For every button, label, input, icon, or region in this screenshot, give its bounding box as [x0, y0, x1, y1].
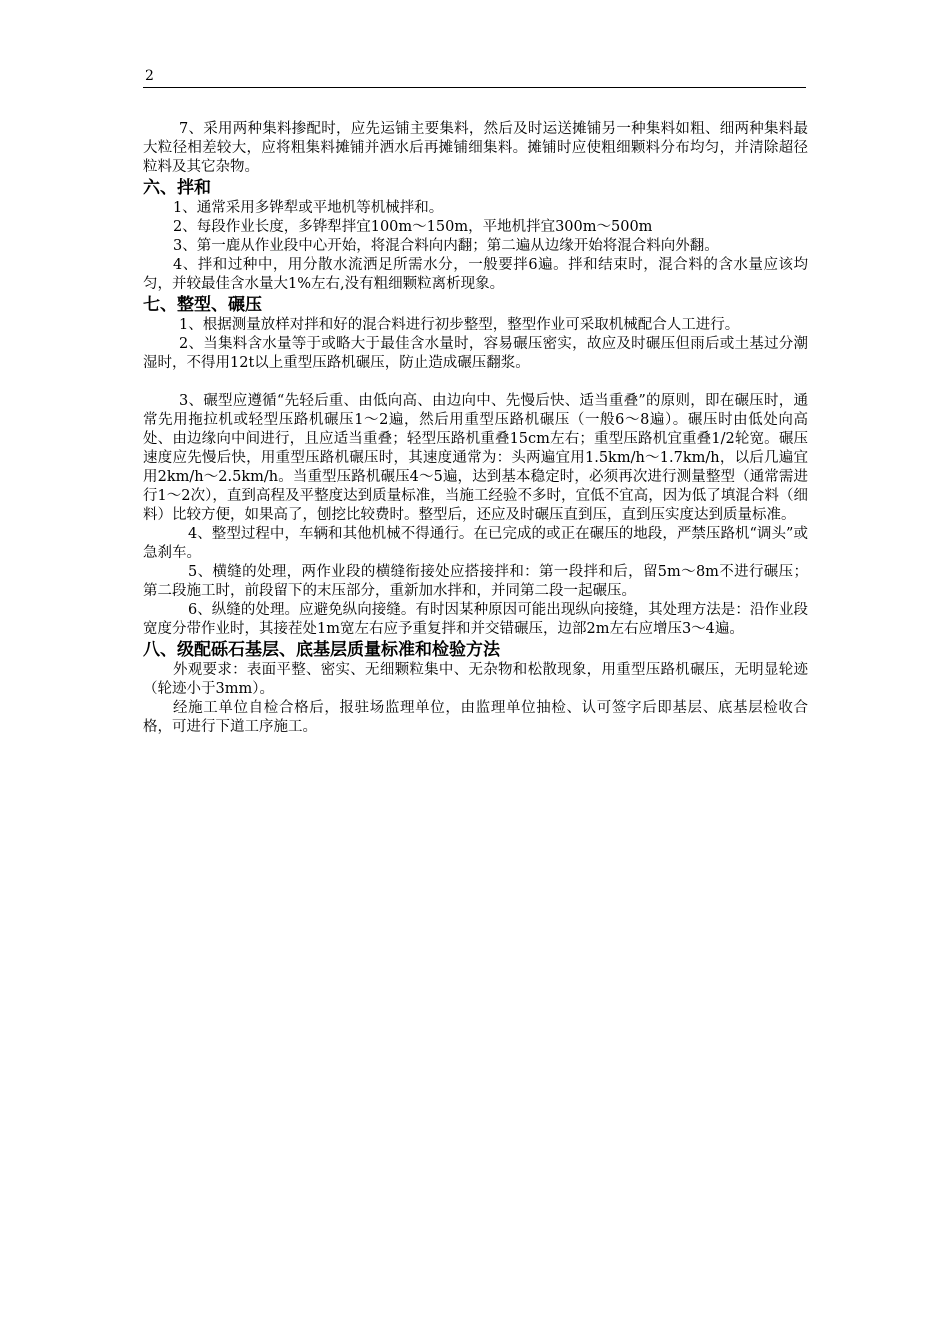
- blank-line: [143, 373, 808, 392]
- header-rule: [143, 87, 806, 88]
- paragraph-rolling-3: 3、碾型应遵循“先轻后重、由低向高、由边向中、先慢后快、适当重叠”的原则，即在碾压时，通常先用拖拉机或轻型压路机碾压1～2遍，然后用重型压路机碾压（一般6～8遍）。碾压时由低处向高处、由边缘向中间进行，且应适当重叠；轻型压路机重叠15cm左右；重型压路机宜重叠1/2轮宽。碾压速度应先慢后快，用重型压路机碾压时，其速度通常为：头两遍宜用1.5km/h～1.7km/h，以后几遍宜用2km/h～2.5km/h。当重型压路机碾压4～5遍，达到基本稳定时，必须再次进行测量整型（通常需进行1～2次），直到高程及平整度达到质量标准，当施工经验不多时，宜低不宜高，因为低了填混合料（细料）比较方便，如果高了，刨挖比较费时。整型后，还应及时碾压直到压，直到压实度达到质量标准。: [143, 393, 808, 523]
- paragraph-mixing-2: 2、每段作业长度，多铧犁拌宜100m～150m，平地机拌宜300m～500m: [173, 219, 653, 235]
- section-heading-mixing: 六、拌和: [143, 178, 211, 198]
- paragraph-mixing-4: 4、拌和过种中，用分散水流洒足所需水分，一般要拌6遍。拌和结束时，混合料的含水量应该均匀，并较最佳含水量大1%左右,没有粗细颗粒离析现象。: [143, 257, 808, 292]
- document-body: [143, 120, 808, 737]
- section-heading-shaping-rolling: 七、整型、碾压: [143, 295, 262, 315]
- paragraph-mixing-3: 3、第一鹿从作业段中心开始，将混合料向内翻；第二遍从边缘开始将混合料向外翻。: [173, 238, 719, 254]
- paragraph-quality-2: 经施工单位自检合格后，报驻场监理单位，由监理单位抽检、认可签字后即基层、底基层检收合格，可进行下道工序施工。: [143, 700, 808, 735]
- paragraph-rolling-4: 4、整型过程中，车辆和其他机械不得通行。在已完成的或正在碾压的地段，严禁压路机“调头”或急刹车。: [143, 526, 808, 561]
- section-heading-quality-standards: 八、级配砾石基层、底基层质量标准和检验方法: [143, 640, 500, 660]
- paragraph-rolling-1: 1、根据测量放样对拌和好的混合料进行初步整型，整型作业可采取机械配合人工进行。: [179, 317, 740, 333]
- paragraph-quality-1: 外观要求：表面平整、密实、无细颗粒集中、无杂物和松散现象，用重型压路机碾压，无明显轮迹（轮迹小于3mm）。: [143, 662, 808, 697]
- paragraph-rolling-5: 5、横缝的处理，两作业段的横缝衔接处应搭接拌和：第一段拌和后，留5m～8m不进行碾压；第二段施工时，前段留下的末压部分，重新加水拌和，并同第二段一起碾压。: [143, 564, 808, 599]
- paragraph-rolling-2: 2、当集料含水量等于或略大于最佳含水量时，容易碾压密实，故应及时碾压但雨后或土基过分潮湿时，不得用12t以上重型压路机碾压，防止造成碾压翻浆。: [143, 336, 808, 371]
- paragraph-aggregate-mixing: 7、采用两种集料掺配时，应先运铺主要集料，然后及时运送摊铺另一种集料如粗、细两种集料最大粒径相差较大，应将粗集料摊铺并洒水后再摊铺细集料。摊铺时应使粗细颗料分布均匀，并清除超径粒料及其它杂物。: [143, 121, 808, 175]
- page-number: 2: [145, 68, 154, 84]
- paragraph-mixing-1: 1、通常采用多铧犁或平地机等机械拌和。: [173, 200, 444, 216]
- paragraph-rolling-6: 6、纵缝的处理。应避免纵向接缝。有时因某种原因可能出现纵向接缝，其处理方法是：沿作业段宽度分带作业时，其接茬处1m宽左右应予重复拌和并交错碾压，边部2m左右应增压3～4遍。: [143, 602, 808, 637]
